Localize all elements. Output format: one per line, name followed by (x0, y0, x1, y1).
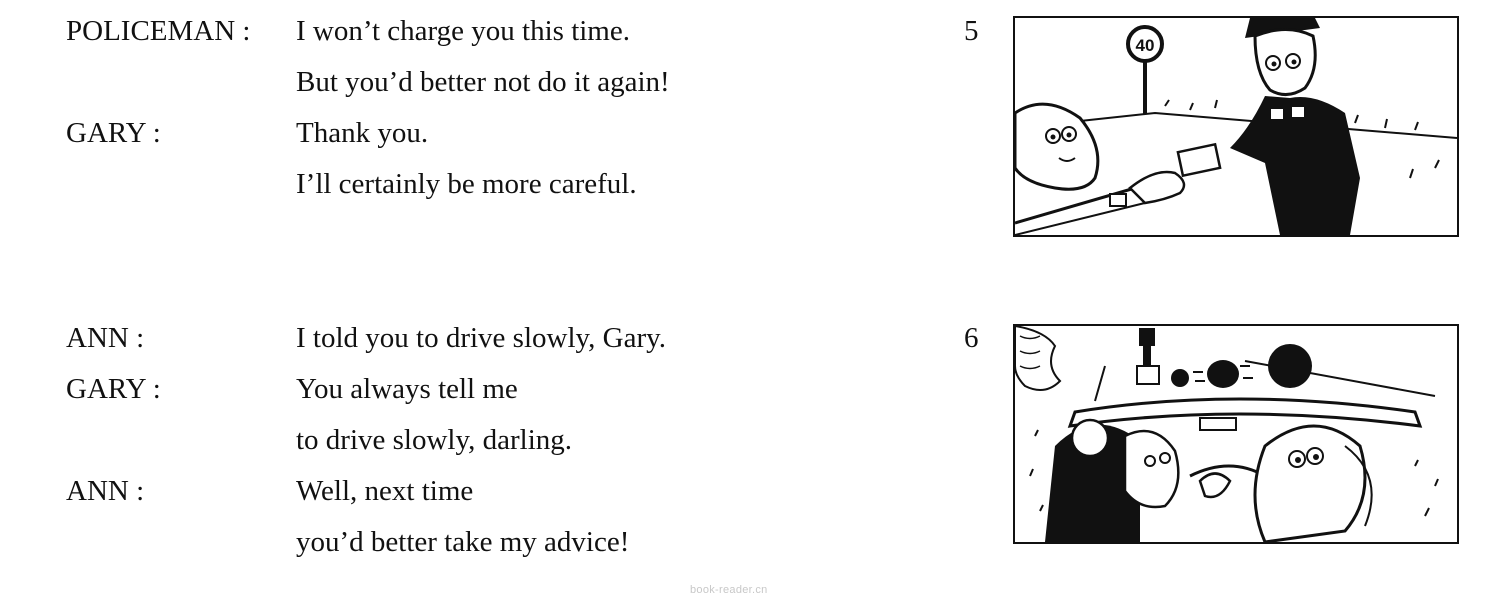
speaker-label: GARY : (66, 373, 161, 405)
comic-panel-car (1013, 324, 1459, 544)
car-interior-illustration (1015, 326, 1457, 542)
dialogue-line: I’ll certainly be more careful. (296, 168, 637, 200)
dialogue-line: I won’t charge you this time. (296, 15, 630, 47)
dialogue-line: You always tell me (296, 373, 518, 405)
dialogue-line: you’d better take my advice! (296, 526, 630, 558)
speaker-label: GARY : (66, 117, 161, 149)
speaker-label: ANN : (66, 322, 145, 354)
speaker-label: ANN : (66, 475, 145, 507)
comic-panel-policeman (1013, 16, 1459, 237)
dialogue-line: Well, next time (296, 475, 474, 507)
speed-sign-text: 40 (1135, 36, 1155, 55)
panel-number: 5 (964, 15, 979, 47)
watermark: book-reader.cn (690, 584, 768, 596)
panel-number: 6 (964, 322, 979, 354)
dialogue-line: Thank you. (296, 117, 429, 149)
policeman-illustration (1015, 18, 1457, 235)
dialogue-line: I told you to drive slowly, Gary. (296, 322, 666, 354)
license-card-icon (1178, 144, 1220, 175)
dialogue-line: to drive slowly, darling. (296, 424, 572, 456)
dialogue-line: But you’d better not do it again! (296, 66, 670, 98)
speaker-label: POLICEMAN : (66, 15, 251, 47)
